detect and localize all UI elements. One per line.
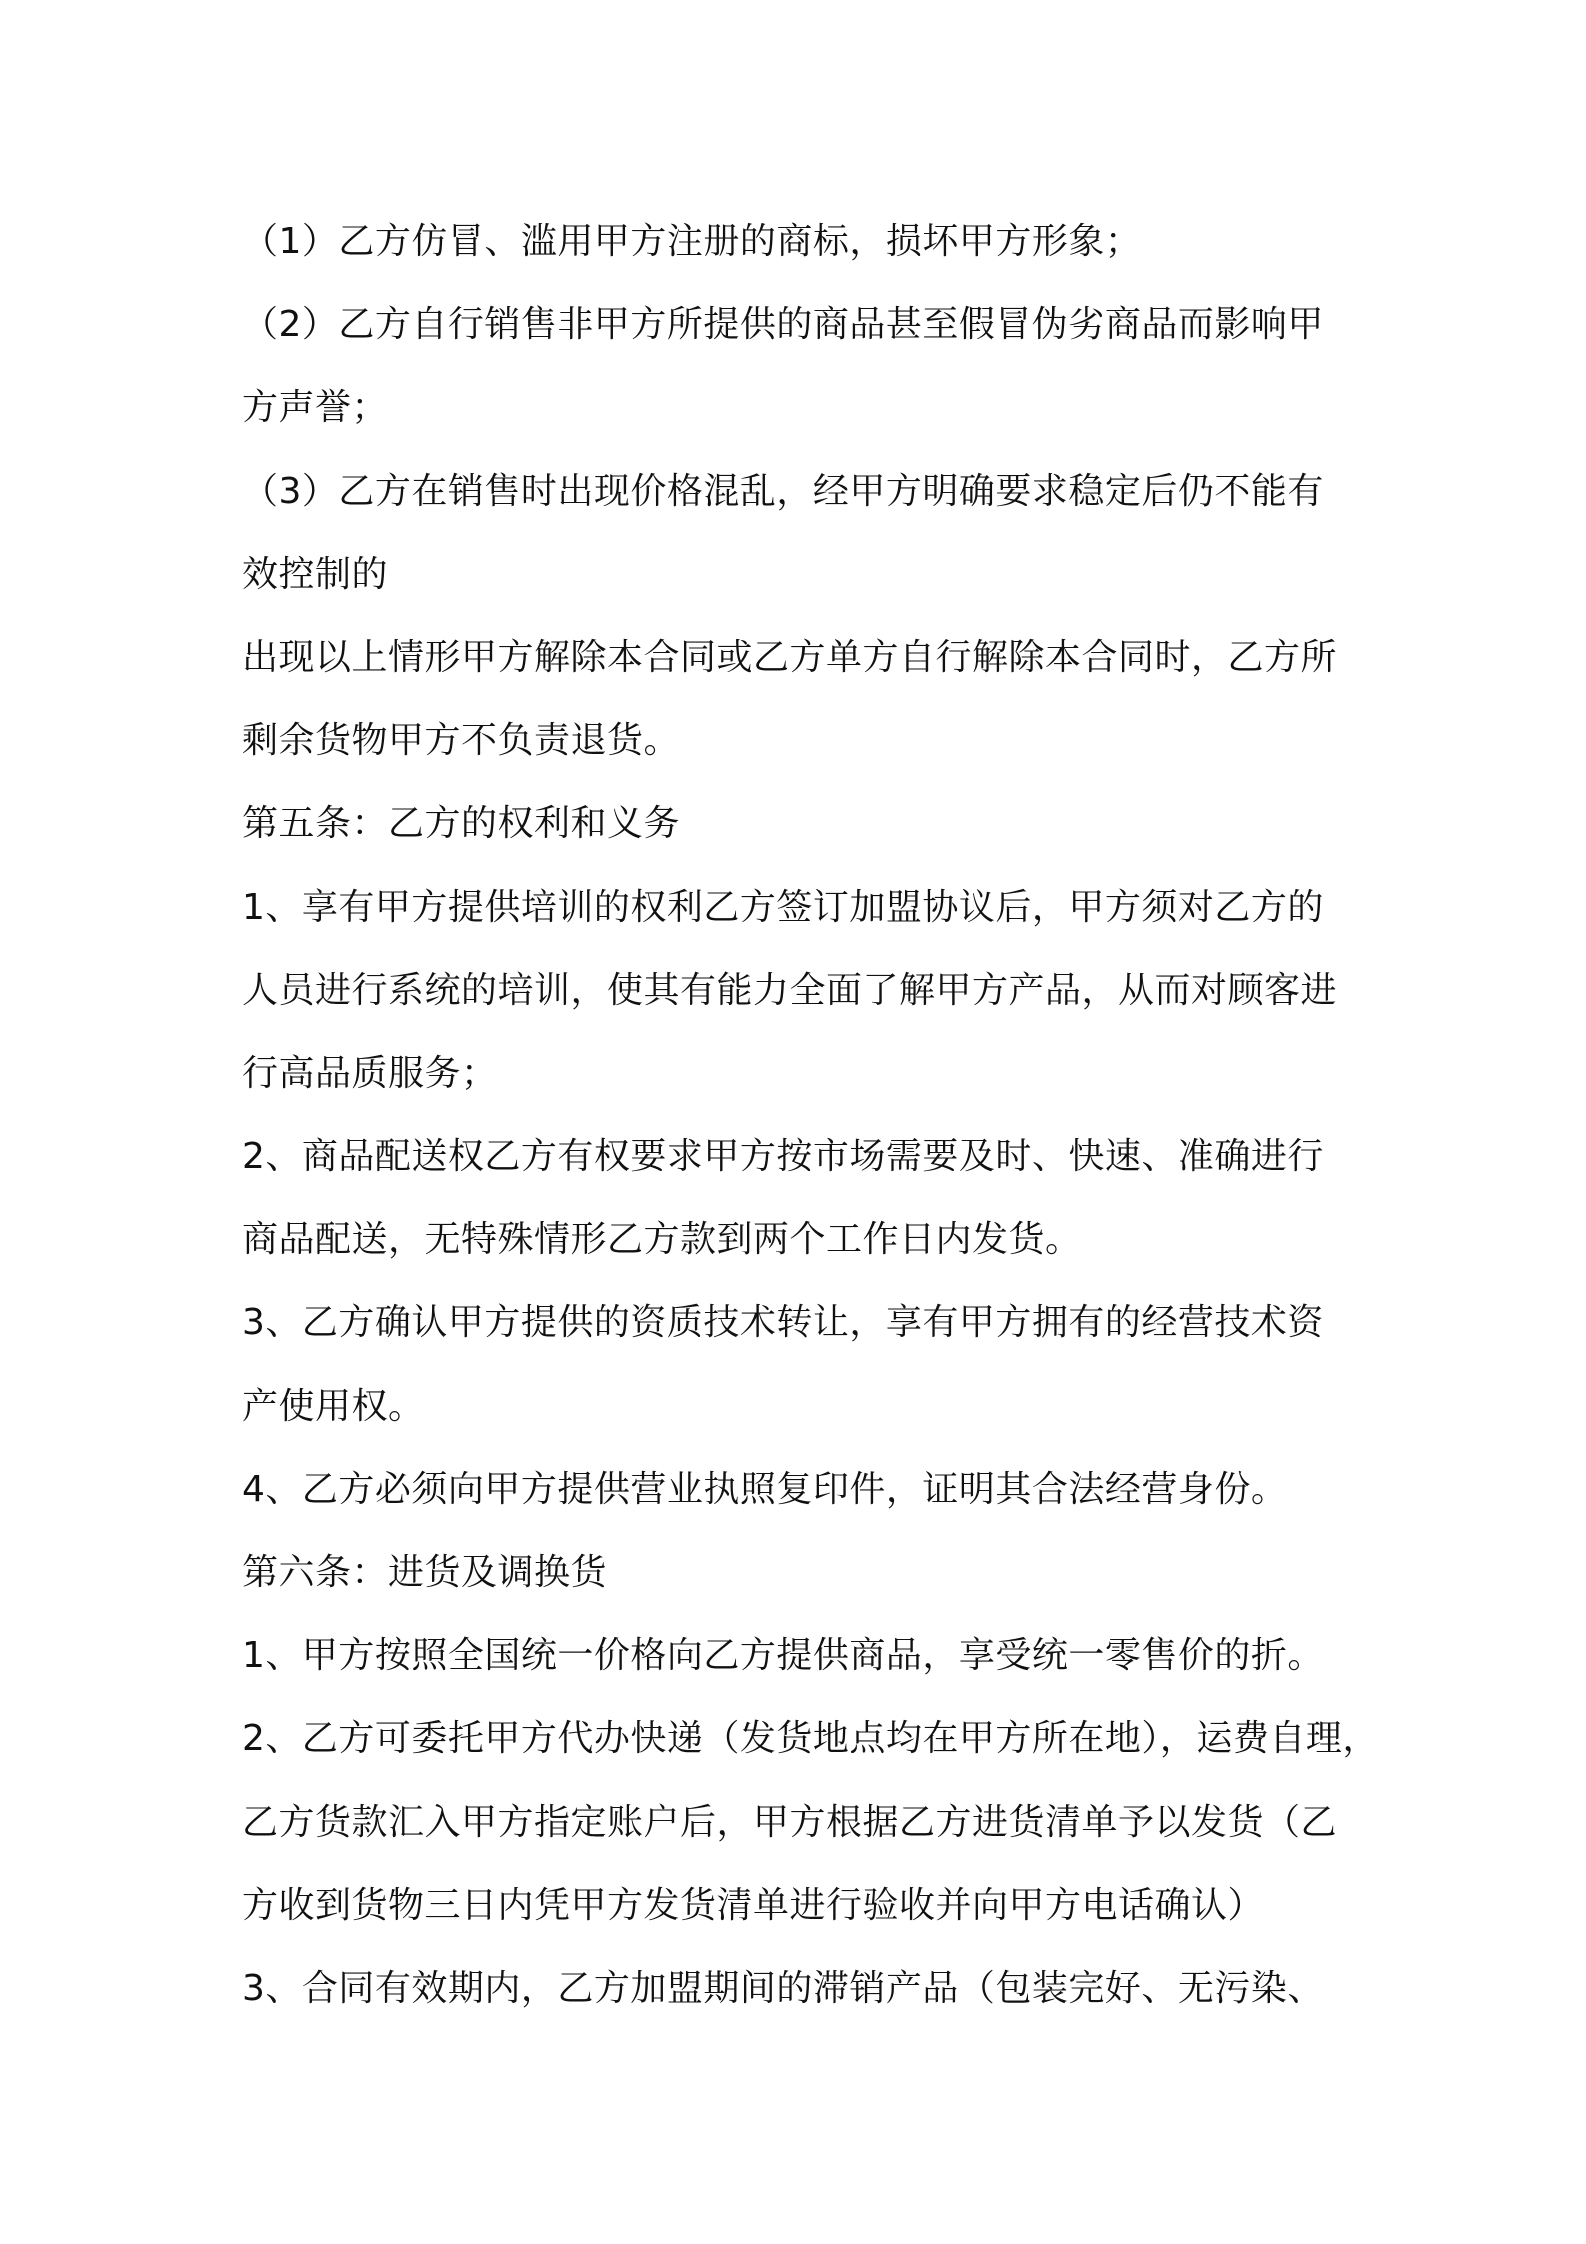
document-body [242,200,1379,2030]
text-line: （1）乙方仿冒、滥用甲方注册的商标，损坏甲方形象； [242,221,1142,262]
text-line: 2、乙方可委托甲方代办快递（发货地点均在甲方所在地），运费自理， [242,1718,1379,1760]
text-line: 乙方货款汇入甲方指定账户后，甲方根据乙方进货清单予以发货（乙 [242,1801,1338,1843]
text-line: 1、甲方按照全国统一价格向乙方提供商品，享受统一零售价的折。 [242,1635,1324,1677]
text-line: （3）乙方在销售时出现价格混乱，经甲方明确要求稳定后仍不能有 [242,470,1324,512]
text-line: 3、合同有效期内，乙方加盟期间的滞销产品（包装完好、无污染、 [242,1967,1324,2009]
text-line: 行高品质服务； [242,1052,498,1094]
text-line: 3、乙方确认甲方提供的资质技术转让，享有甲方拥有的经营技术资 [242,1302,1324,1344]
text-line: 商品配送，无特殊情形乙方款到两个工作日内发货。 [242,1219,1082,1261]
section-heading: 第五条：乙方的权利和义务 [242,803,681,845]
text-line: 剩余货物甲方不负责退货。 [242,720,681,762]
text-line: 方声誉； [242,387,389,429]
text-line: 人员进行系统的培训，使其有能力全面了解甲方产品，从而对顾客进 [242,969,1338,1011]
section-heading: 第六条：进货及调换货 [242,1552,608,1593]
text-line: 出现以上情形甲方解除本合同或乙方单方自行解除本合同时，乙方所 [242,636,1338,678]
text-line: 方收到货物三日内凭甲方发货清单进行验收并向甲方电话确认） [242,1884,1265,1926]
text-line: 产使用权。 [242,1385,425,1427]
text-line: 4、乙方必须向甲方提供营业执照复印件，证明其合法经营身份。 [242,1468,1288,1510]
text-line: 效控制的 [242,553,389,595]
text-line: 1、享有甲方提供培训的权利乙方签订加盟协议后，甲方须对乙方的 [242,886,1324,928]
text-line: 2、商品配送权乙方有权要求甲方按市场需要及时、快速、准确进行 [242,1136,1324,1178]
text-line: （2）乙方自行销售非甲方所提供的商品甚至假冒伪劣商品而影响甲 [242,304,1324,346]
